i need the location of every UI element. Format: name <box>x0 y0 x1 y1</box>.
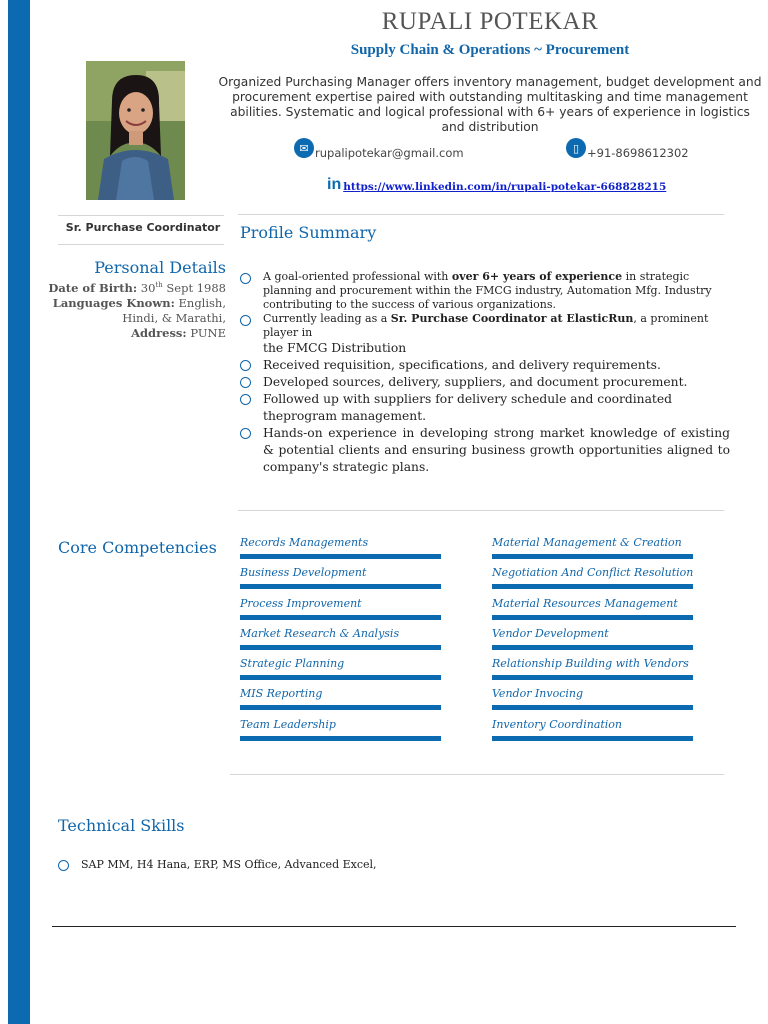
profile-summary-heading: Profile Summary <box>240 223 377 242</box>
competency-item: Market Research & Analysis <box>240 627 441 657</box>
competency-bar <box>240 705 441 710</box>
competency-bar <box>240 675 441 680</box>
competency-bar <box>492 554 693 559</box>
competency-item: Business Development <box>240 566 441 596</box>
profile-divider <box>238 510 724 511</box>
email-text: rupalipotekar@gmail.com <box>315 146 464 160</box>
bullet-circle-icon <box>240 360 251 371</box>
list-item: A goal-oriented professional with over 6+ years of experience in strategic planning and procurement within the FMCG industry, Automation Mfg. Industry contributing to the success of various organizations. <box>238 270 730 312</box>
left-divider-bottom <box>58 244 224 245</box>
list-item: SAP MM, H4 Hana, ERP, MS Office, Advanced Excel, <box>58 858 377 872</box>
bullet-circle-icon <box>240 428 251 439</box>
list-item: Followed up with suppliers for delivery schedule and coordinated theprogram management. <box>238 391 730 425</box>
competency-item: MIS Reporting <box>240 687 441 717</box>
linkedin-contact[interactable] <box>327 177 666 193</box>
competency-item: Vendor Development <box>492 627 693 657</box>
linkedin-icon: in <box>327 176 342 193</box>
competencies-divider <box>230 774 724 775</box>
page-bottom-divider <box>52 926 736 927</box>
competency-item: Material Management & Creation <box>492 536 693 566</box>
current-role: Sr. Purchase Coordinator <box>65 221 221 234</box>
competency-bar <box>240 554 441 559</box>
competency-bar <box>240 615 441 620</box>
competency-item: Material Resources Management <box>492 597 693 627</box>
phone-contact[interactable] <box>566 138 689 158</box>
left-accent-bar <box>8 0 30 1024</box>
bullet-circle-icon <box>240 377 251 388</box>
competency-item: Process Improvement <box>240 597 441 627</box>
list-item: Received requisition, specifications, and delivery requirements. <box>238 357 730 374</box>
intro-paragraph: Organized Purchasing Manager offers inventory management, budget development and procurement expertise paired with outstanding multitasking and time management abilities. Systematic and logical professional with 6+ years of experience in logistics and distribution <box>218 75 762 134</box>
phone-text: +91-8698612302 <box>587 146 689 160</box>
competency-bar <box>492 675 693 680</box>
personal-details-heading: Personal Details <box>94 258 226 277</box>
list-item: Developed sources, delivery, suppliers, and document procurement. <box>238 374 730 391</box>
competency-item: Strategic Planning <box>240 657 441 687</box>
competency-item: Inventory Coordination <box>492 718 693 748</box>
competencies-right-column <box>492 536 693 748</box>
profile-photo <box>86 61 185 200</box>
candidate-subtitle: Supply Chain & Operations ~ Procurement <box>350 42 630 58</box>
email-icon: ✉ <box>294 138 314 158</box>
bullet-circle-icon <box>240 273 251 284</box>
personal-details <box>48 278 226 341</box>
competency-item: Negotiation And Conflict Resolution <box>492 566 693 596</box>
competency-bar <box>492 705 693 710</box>
header-divider <box>238 214 724 215</box>
competency-bar <box>492 736 693 741</box>
competency-item: Vendor Invocing <box>492 687 693 717</box>
email-contact[interactable] <box>294 138 464 158</box>
languages-row: Languages Known: English, <box>52 295 226 310</box>
competency-bar <box>492 645 693 650</box>
competencies-left-column <box>240 536 441 748</box>
competency-item: Relationship Building with Vendors <box>492 657 693 687</box>
left-divider-top <box>58 215 224 216</box>
list-item: Hands-on experience in developing strong market knowledge of existing & potential clients and ensuring business growth opportunities aligned to company's strategic plans. <box>238 425 730 476</box>
competency-bar <box>240 736 441 741</box>
bullet-circle-icon <box>58 860 69 871</box>
bullet-circle-icon <box>240 315 251 326</box>
competency-bar <box>240 645 441 650</box>
phone-icon: ▯ <box>566 138 586 158</box>
competency-bar <box>240 584 441 589</box>
bullet-circle-icon <box>240 394 251 405</box>
competency-item: Team Leadership <box>240 718 441 748</box>
competency-bar <box>492 584 693 589</box>
competency-item: Records Managements <box>240 536 441 566</box>
address-row: Address: PUNE <box>131 325 226 340</box>
list-item: Currently leading as a Sr. Purchase Coordinator at ElasticRun, a prominent player in the FMCG Distribution <box>238 312 730 357</box>
candidate-name: RUPALI POTEKAR <box>381 8 599 35</box>
linkedin-link[interactable]: https://www.linkedin.com/in/rupali-potekar-668828215 <box>343 181 667 193</box>
technical-skills-heading: Technical Skills <box>58 816 185 835</box>
competency-bar <box>492 615 693 620</box>
languages-row-2: Hindi, & Marathi, <box>122 310 226 325</box>
profile-summary-list <box>238 270 730 476</box>
dob-row: Date of Birth: 30th Sept 1988 <box>48 280 226 295</box>
core-competencies-heading: Core Competencies <box>58 538 217 557</box>
